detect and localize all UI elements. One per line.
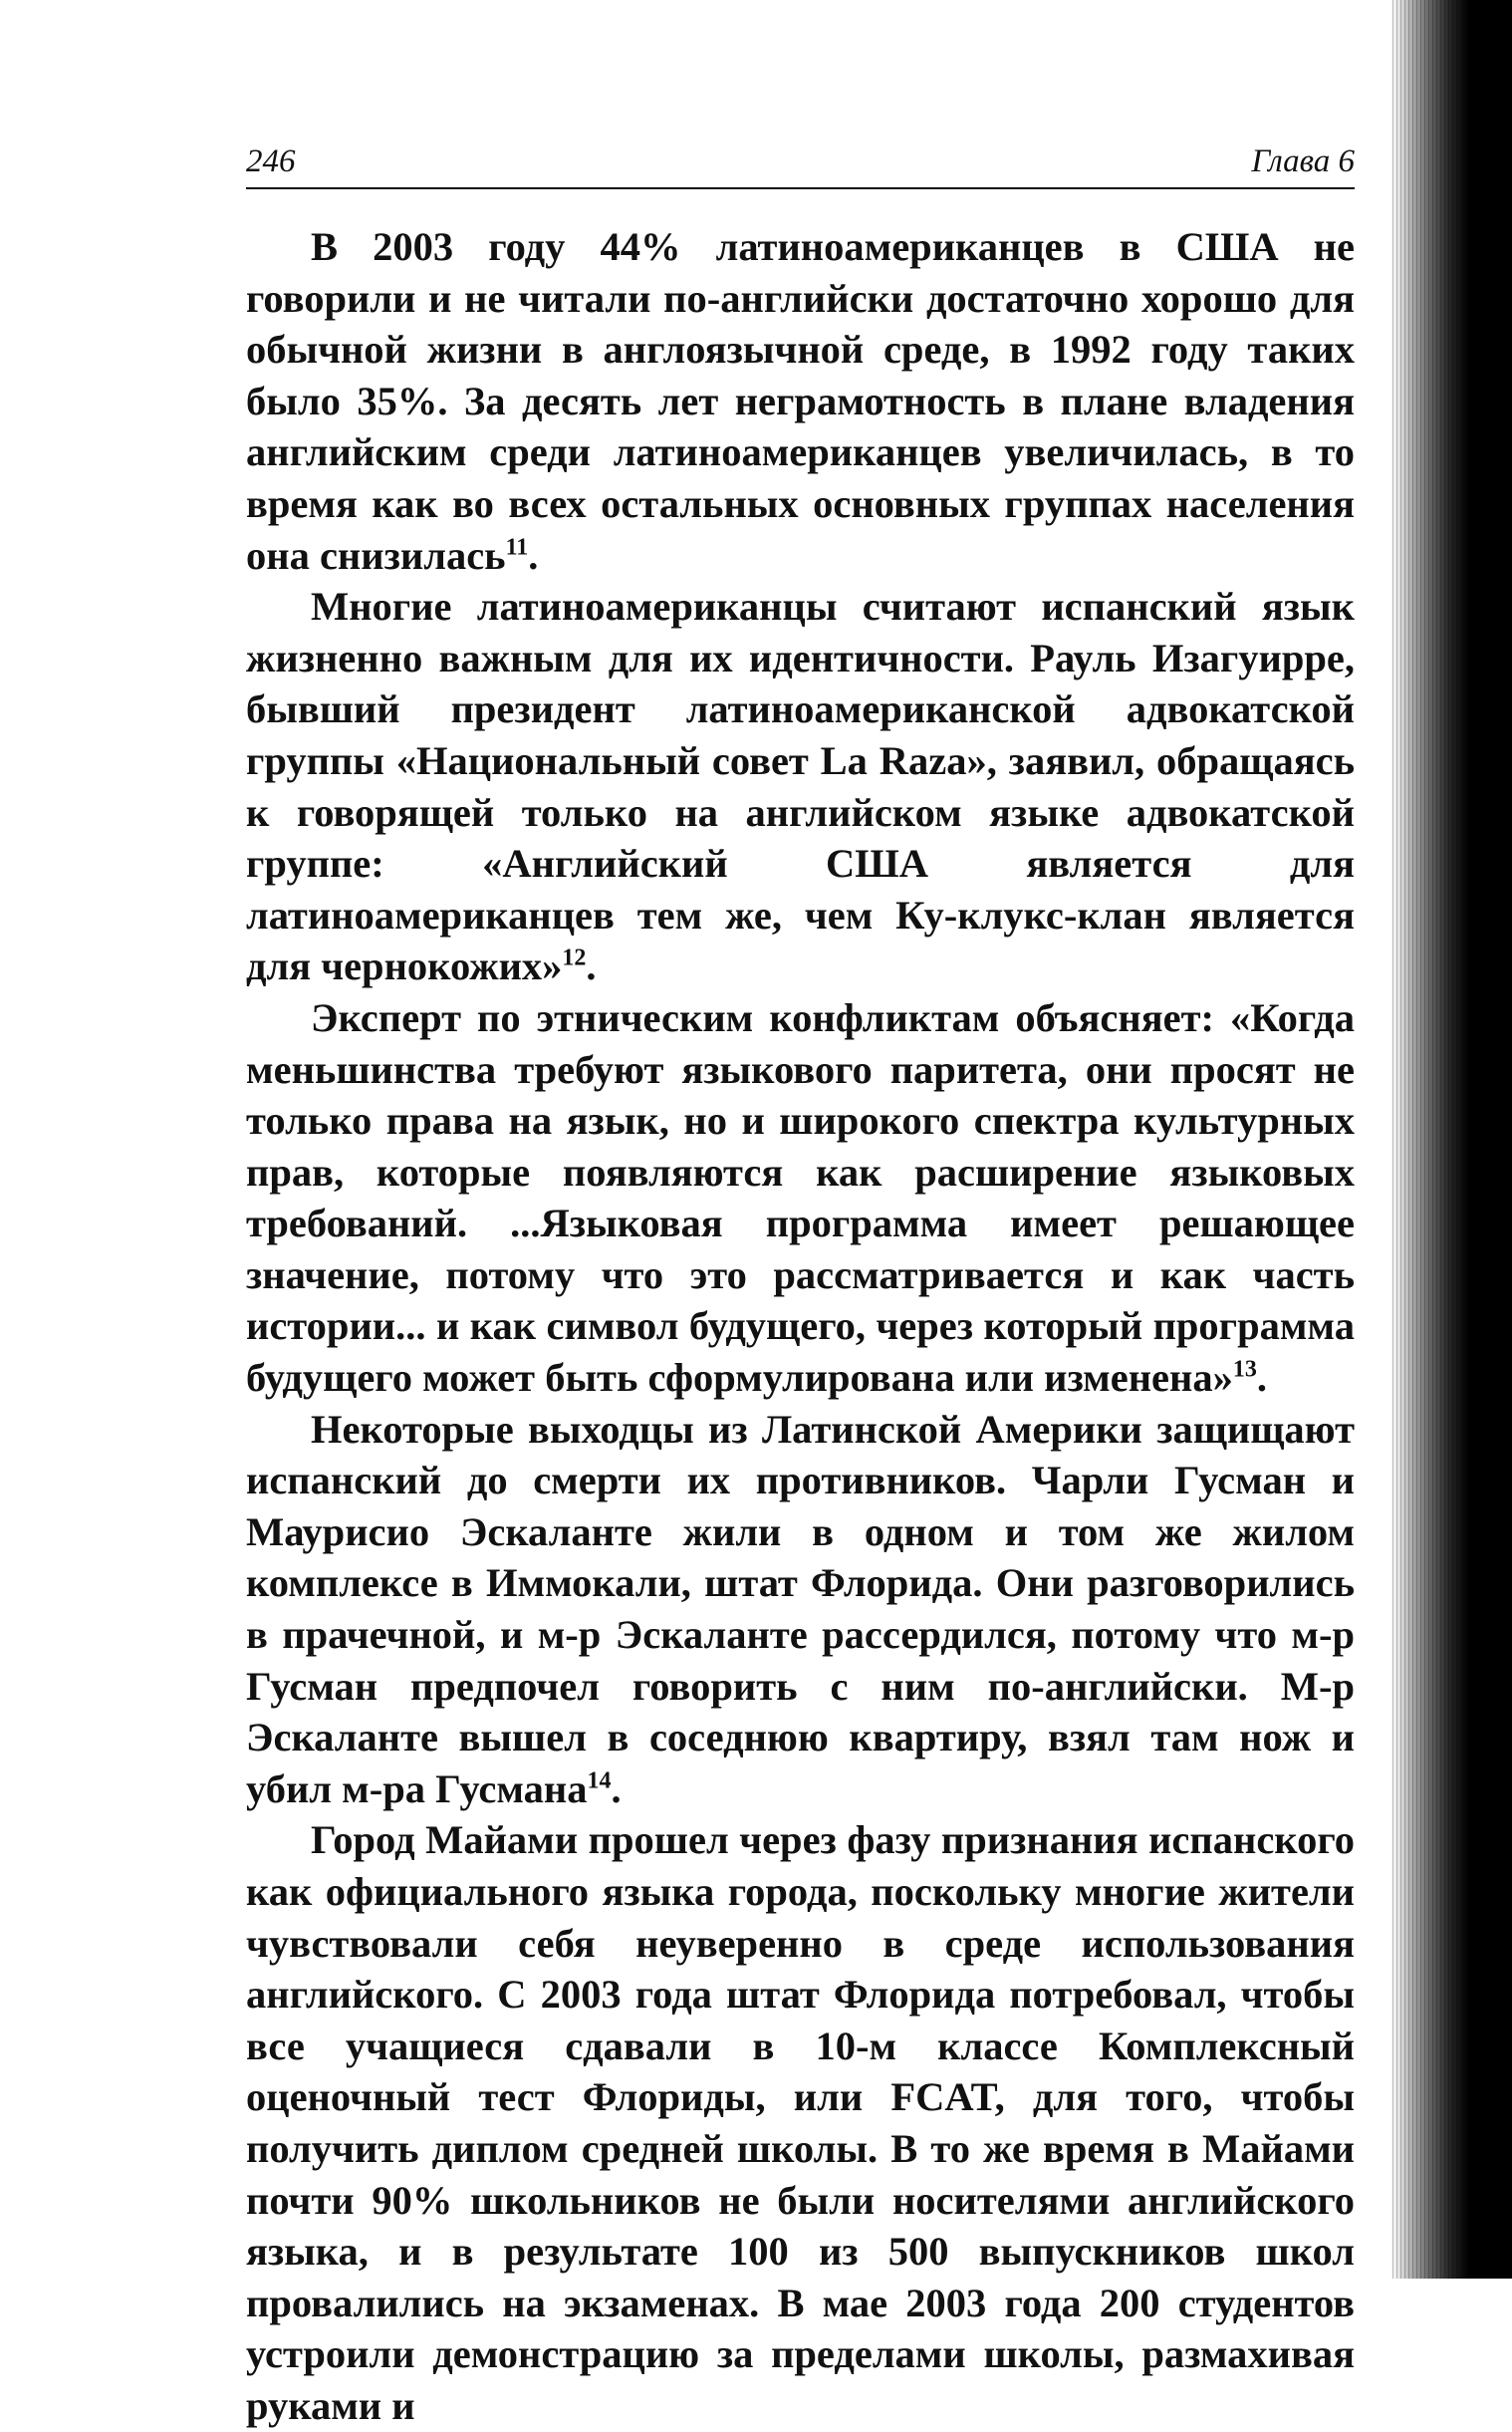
page-number: 246: [246, 143, 296, 179]
paragraph-text: Эксперт по этническим конфликтам объясняет: «Когда меньшинства требуют языкового паритета, они просят не только права на язык, но и широкого спектра культурных прав, которые появляются как расширение языковых требований. ...Языковая программа имеет решающее значение, потому что это рассматривается и как часть истории... и как символ будущего, через который программа будущего может быть сформулирована или изменена»: [246, 994, 1355, 1401]
paragraph-tail: .: [528, 532, 539, 578]
paragraph: [246, 992, 1355, 1404]
footnote-marker: 11: [505, 534, 529, 561]
paragraph-text: Многие латиноамериканцы считают испанский язык жизненно важным для их идентичности. Рауль Изагуирре, бывший президент латиноамериканской адвокатской группы «Национальный совет La Raza», заявил, обращаясь к говорящей только на английском языке адвокатской группе: «Английский США является для латиноамериканцев тем же, чем Ку-клукс-клан является для чернокожих»: [246, 584, 1355, 989]
paragraph: [246, 221, 1355, 581]
paragraph-tail: .: [611, 1765, 622, 1811]
paragraph: [246, 581, 1355, 992]
paragraph-tail: .: [1256, 1355, 1267, 1401]
paragraph-text: Город Майами прошел через фазу признания испанского как официального языка города, поскольку многие жители чувствовали себя неуверенно в среде использования английского. С 2003 года штат Флорида потребовал, чтобы все учащиеся сдавали в 10-м классе Комплексный оценочный тест Флориды, или FCAT, для того, чтобы получить диплом средней школы. В то же время в Майами почти 90% школьников не были носителями английского языка, и в результате 100 из 500 выпускников школ провалились на экзаменах. В мае 2003 года 200 студентов устроили демонстрацию за пределами школы, размахивая руками и: [246, 1817, 1355, 2428]
running-header: [246, 137, 1355, 189]
footnote-marker: 12: [562, 945, 587, 971]
paragraph: [246, 1814, 1355, 2431]
scan-edge-streaks: [1389, 0, 1459, 2279]
chapter-label: Глава 6: [1251, 143, 1355, 179]
paragraph-text: В 2003 году 44% латиноамериканцев в США не говорили и не читали по-английски достаточно хорошо для обычной жизни в англоязычной среде, в 1992 году таких было 35%. За десять лет неграмотность в плане владения английским среди латиноамериканцев увеличилась, в то время как во всех остальных основных группах населения она снизилась: [246, 224, 1355, 578]
paragraph-text: Некоторые выходцы из Латинской Америки защищают испанский до смерти их противников. Чарли Гусман и Маурисио Эскаланте жили в одном и том же жилом комплексе в Иммокали, штат Флорида. Они разговорились в прачечной, и м-р Эскаланте рассердился, потому что м-р Гусман предпочел говорить с ним по-английски. М-р Эскаланте вышел в соседнюю квартиру, взял там нож и убил м-ра Гусмана: [246, 1406, 1355, 1811]
body-text: [246, 221, 1355, 2432]
paragraph-tail: .: [586, 944, 597, 989]
footnote-marker: 14: [587, 1767, 612, 1794]
paragraph: [246, 1404, 1355, 1815]
footnote-marker: 13: [1232, 1356, 1257, 1383]
